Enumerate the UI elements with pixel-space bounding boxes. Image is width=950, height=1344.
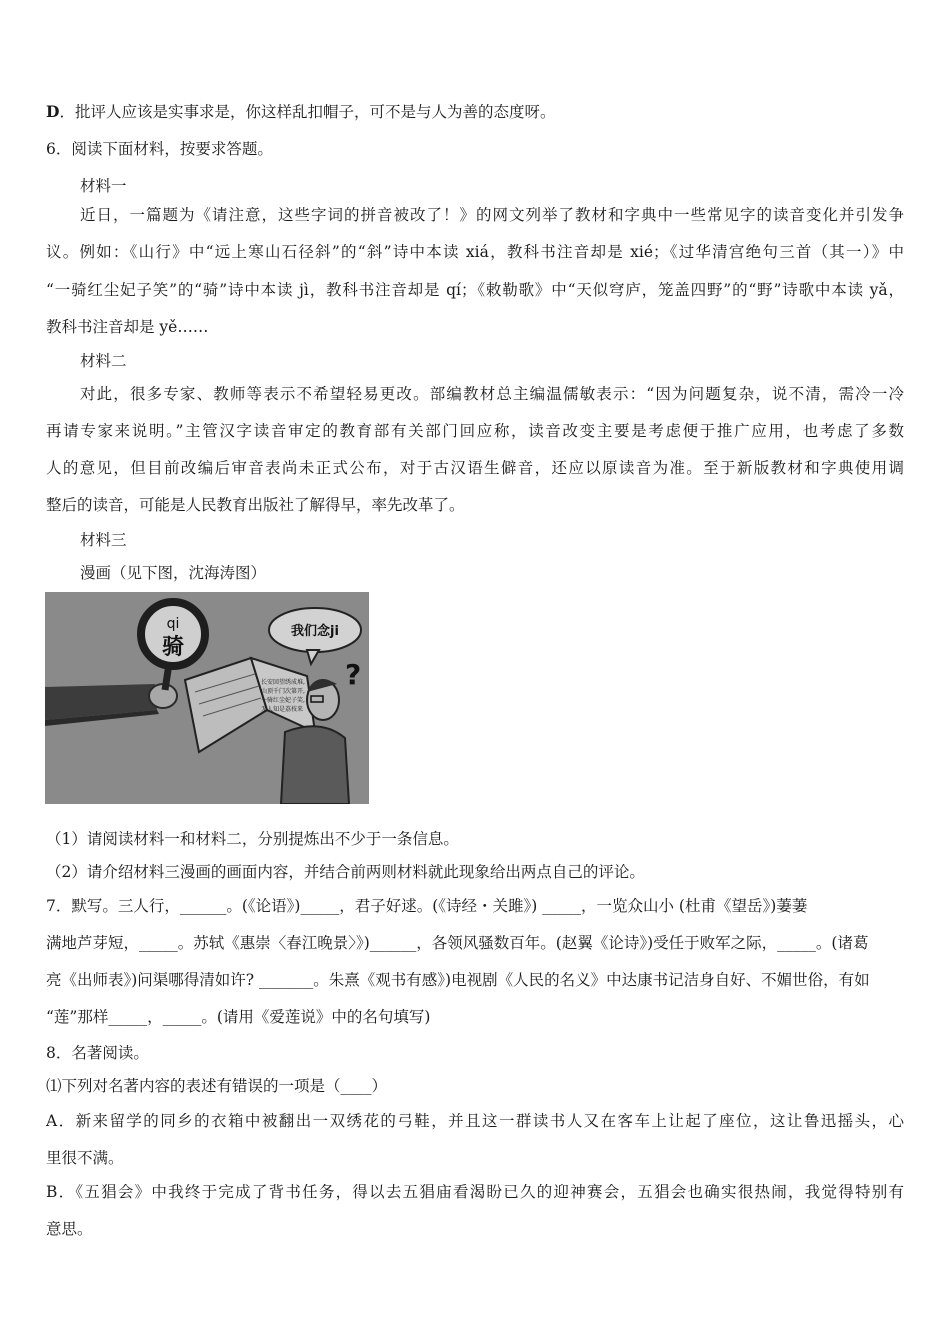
material-2-line-3: 人的意见，但目前改编后审音表尚未正式公布，对于古汉语生僻音，还应以原读音为准。至于新版教材和字典使用调 (46, 459, 904, 477)
question-6-1: （1）请阅读材料一和材料二，分别提炼出不少于一条信息。 (46, 830, 459, 848)
sign-character: 骑 (161, 635, 185, 660)
material-3-title: 材料三 (80, 531, 127, 549)
question-7-line-2: 满地芦芽短，_____。苏轼《惠崇〈春江晚景〉》)______，各领风骚数百年。(赵翼《论诗》)受任于败军之际，_____。(诸葛 (46, 934, 869, 952)
sign-pinyin: qi (166, 616, 180, 632)
material-2-line-1: 对此，很多专家、教师等表示不希望轻易更改。部编教材总主编温儒敏表示：“因为问题复杂，说不清，需冷一冷 (80, 385, 904, 403)
question-7-line-4: “莲”那样_____，_____。(请用《爱莲说》中的名句填写) (46, 1008, 431, 1026)
option-a-line-1: A．新来留学的同乡的衣箱中被翻出一双绣花的弓鞋，并且这一群读书人又在客车上让起了座位，这让鲁迅摇头，心 (46, 1112, 904, 1130)
material-1-line-2: 议。例如：《山行》中“远上寒山石径斜”的“斜”诗中本读 xiá，教科书注音却是 xié；《过华清宫绝句三首（其一）》中 (46, 243, 904, 261)
material-1-line-1: 近日，一篇题为《请注意，这些字词的拼音被改了！》的网文列举了教材和字典中一些常见字的读音变化并引发争 (80, 206, 904, 224)
book-line-2: 山顶千门次第开, (261, 688, 305, 695)
cartoon-caption: 漫画（见下图，沈海涛图） (80, 564, 267, 582)
material-1-line-4: 教科书注音却是 yě…… (46, 318, 209, 336)
question-7-line-3: 亮《出师表》)问渠哪得清如许? _______。朱熹《观书有感》)电视剧《人民的名义》中达康书记洁身自好、不媚世俗，有如 (46, 971, 870, 989)
question-6-2: （2）请介绍材料三漫画的画面内容，并结合前两则材料就此现象给出两点自己的评论。 (46, 863, 645, 881)
material-2-line-4: 整后的读音，可能是人民教育出版社了解得早，率先改革了。 (46, 496, 465, 514)
material-2-line-2: 再请专家来说明。”主管汉字读音审定的教育部有关部门回应称，读音改变主要是考虑便于推广应用，也考虑了多数 (46, 422, 904, 440)
material-2-title: 材料二 (80, 352, 127, 370)
question-mark-icon: ? (345, 658, 362, 691)
book-line-1: 长安回望绣成堆, (261, 679, 305, 686)
question-7-line-1: 7．默写。三人行，______。(《论语》)_____，君子好逑。(《诗经・关雎》) _____，一览众山小 (杜甫《望岳》)萋萋 (46, 897, 808, 915)
book-line-3: 一骑红尘妃子笑, (261, 697, 305, 704)
material-1-line-3: “一骑红尘妃子笑”的“骑”诗中本读 jì，教科书注音却是 qí；《敕勒歌》中“天似穹庐，笼盖四野”的“野”诗歌中本读 yǎ， (46, 281, 904, 299)
option-d-line: D．批评人应该是实事求是，你这样乱扣帽子，可不是与人为善的态度呀。 (46, 102, 556, 121)
speech-bubble-text: 我们念ji (291, 624, 339, 639)
cartoon-image (45, 592, 369, 804)
book-line-4: 无人知是荔枝来 (261, 706, 304, 713)
cartoon-drawing (45, 592, 369, 804)
question-8-1: ⑴下列对名著内容的表述有错误的一项是（____） (46, 1077, 388, 1095)
material-1-title: 材料一 (80, 177, 127, 195)
option-b-line-1: B．《五猖会》中我终于完成了背书任务，得以去五猖庙看渴盼已久的迎神赛会，五猖会也确实很热闹，我觉得特别有 (46, 1183, 904, 1201)
question-8-heading: 8．名著阅读。 (46, 1044, 149, 1062)
option-b-line-2: 意思。 (46, 1220, 93, 1238)
question-6-heading: 6．阅读下面材料，按要求答题。 (46, 140, 273, 158)
option-d-text: ．批评人应该是实事求是，你这样乱扣帽子，可不是与人为善的态度呀。 (59, 103, 556, 121)
option-a-line-2: 里很不满。 (46, 1149, 124, 1167)
